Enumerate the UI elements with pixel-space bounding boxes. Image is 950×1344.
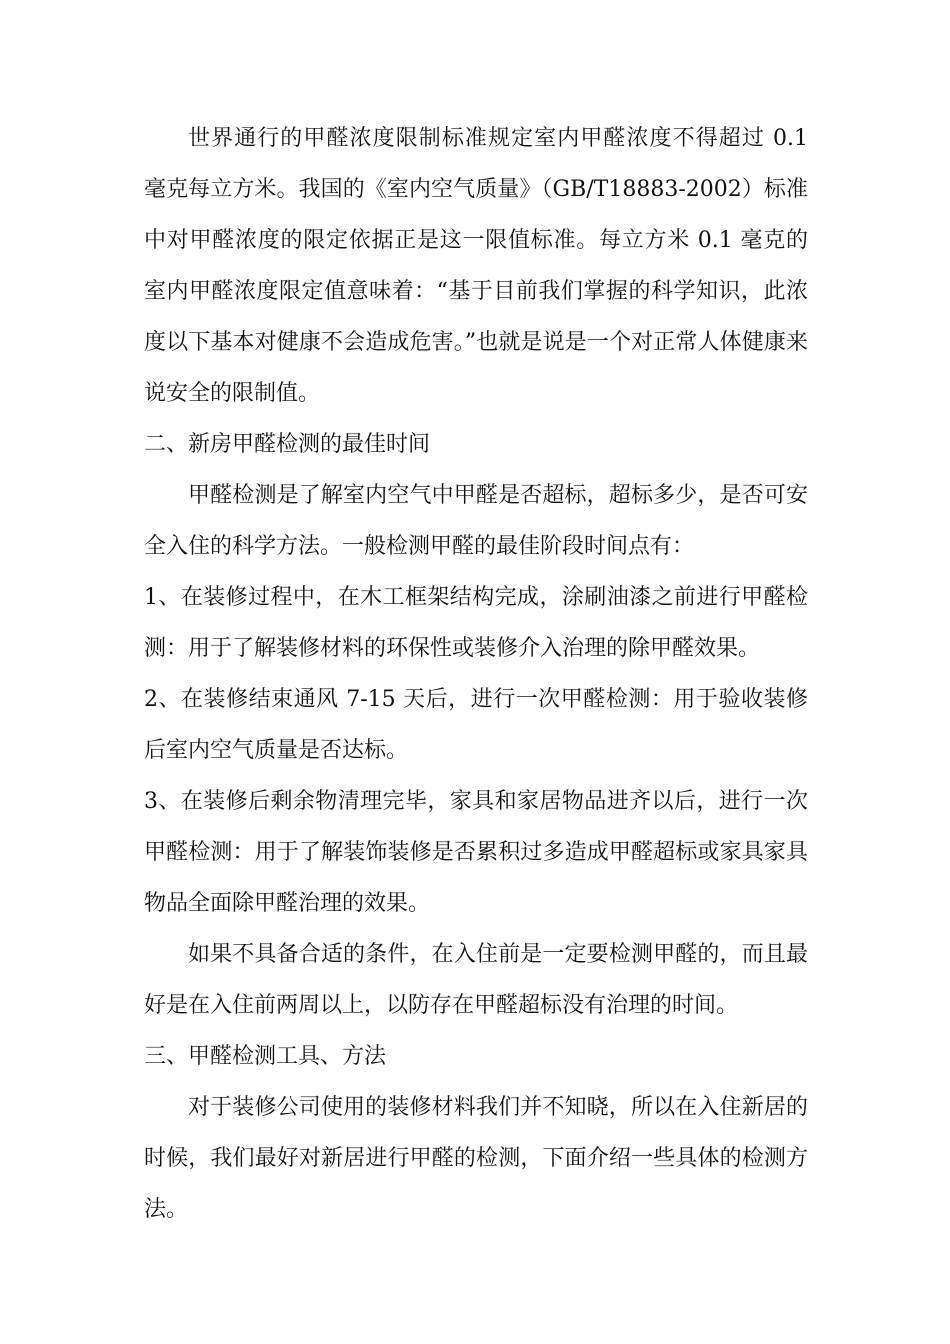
- body-paragraph: 对于装修公司使用的装修材料我们并不知晓，所以在入住新居的时候，我们最好对新居进行甲醛的检测，下面介绍一些具体的检测方法。: [144, 1095, 808, 1222]
- list-item: 1、在装修过程中，在木工框架结构完成，涂刷油漆之前进行甲醛检测：用于了解装修材料的环保性或装修介入治理的除甲醛效果。: [144, 585, 808, 661]
- list-item: 3、在装修后剩余物清理完毕，家具和家居物品进齐以后，进行一次甲醛检测：用于了解装饰装修是否累积过多造成甲醛超标或家具家具物品全面除甲醛治理的效果。: [144, 789, 808, 916]
- section-heading: 二、新房甲醛检测的最佳时间: [144, 432, 431, 457]
- body-paragraph: 世界通行的甲醛浓度限制标准规定室内甲醛浓度不得超过 0.1 毫克每立方米。我国的《室内空气质量》（GB/T18883-2002）标准中对甲醛浓度的限定依据正是这一限值标准。每立方米 0.1 毫克的室内甲醛浓度限定值意味着：“基于目前我们掌握的科学知识，此浓度以下基本对健康不会造成危害。”也就是说是一个对正常人体健康来说安全的限制值。: [144, 126, 808, 406]
- document-body: [144, 113, 808, 1235]
- list-item: 2、在装修结束通风 7-15 天后，进行一次甲醛检测：用于验收装修后室内空气质量是否达标。: [144, 687, 808, 763]
- section-heading: 三、甲醛检测工具、方法: [144, 1044, 387, 1069]
- body-paragraph: 如果不具备合适的条件，在入住前是一定要检测甲醛的，而且最好是在入住前两周以上，以防存在甲醛超标没有治理的时间。: [144, 942, 808, 1018]
- body-paragraph: 甲醛检测是了解室内空气中甲醛是否超标，超标多少，是否可安全入住的科学方法。一般检测甲醛的最佳阶段时间点有：: [144, 483, 808, 559]
